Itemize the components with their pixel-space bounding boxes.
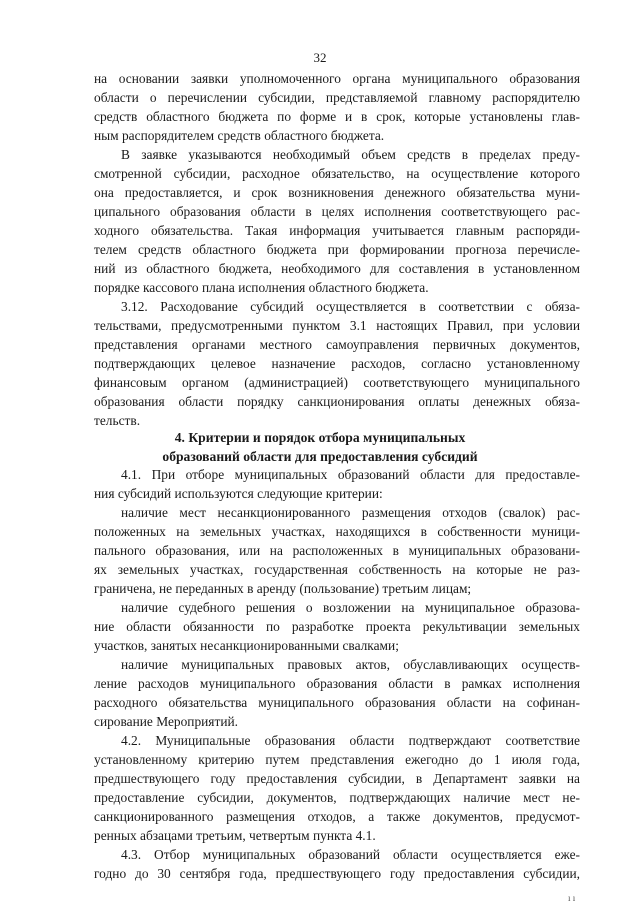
text-line: пального образования, или на расположенных в муниципальных образовани- [94, 543, 580, 558]
text-line: наличие судебного решения о возложении на муниципальное образова- [121, 600, 580, 615]
text-line: она предоставляется, и срок возникновения денежного обязательства муни- [94, 185, 580, 200]
text-line: наличие муниципальных правовых актов, обуславливающих осуществ- [121, 657, 580, 672]
text-line: подтверждающих целевое назначение расходов, согласно установленному [94, 356, 580, 371]
text-line: ние области обязанности по разработке проекта рекультивации земельных [94, 619, 580, 634]
text-line: В заявке указываются необходимый объем средств в пределах преду- [121, 147, 580, 162]
text-line: ципального образования области в целях исполнения соответствующего рас- [94, 204, 580, 219]
text-line: средств областного бюджета по форме и в срок, которые установлены глав- [94, 109, 580, 124]
text-line: 3.12. Расходование субсидий осуществляется в соответствии с обяза- [121, 299, 580, 314]
text-line: 4.3. Отбор муниципальных образований области осуществляется еже- [121, 847, 580, 862]
text-line: сирование Мероприятий. [94, 714, 238, 729]
text-line: смотренной субсидии, расходное обязательство, на осуществление которого [94, 166, 580, 181]
text-line: представления органами местного самоуправления первичных документов, [94, 337, 580, 352]
text-line: 4.1. При отборе муниципальных образований области для предоставле- [121, 467, 580, 482]
scan-mark: ı ı [568, 893, 576, 903]
text-line: образования области порядку санкционирования оплаты денежных обяза- [94, 394, 580, 409]
text-line: тельствами, предусмотренными пунктом 3.1 настоящих Правил, при условии [94, 318, 580, 333]
text-line: годно до 30 сентября года, предшествующего году предоставления субсидии, [94, 866, 580, 881]
text-line: области о перечислении субсидии, представляемой главному распорядителю [94, 90, 580, 105]
text-line: 4.2. Муниципальные образования области подтверждают соответствие [121, 733, 580, 748]
text-line: участков, занятых несанкционированными свалками; [94, 638, 399, 653]
text-line: положенных на земельных участках, находящихся в собственности муници- [94, 524, 580, 539]
section-heading-line-2: образований области для предоставления субсидий [162, 449, 478, 464]
text-line: ление расходов муниципального образования области в рамках исполнения [94, 676, 580, 691]
text-line: предшествующего году предоставления субсидии, в Департамент заявки на [94, 771, 580, 786]
text-line: ния субсидий используются следующие критерии: [94, 486, 383, 501]
text-line: ходного обязательства. Такая информация учитывается главным распоряди- [94, 223, 580, 238]
text-line: наличие мест несанкционированного размещения отходов (свалок) рас- [121, 505, 580, 520]
text-line: тельств. [94, 413, 141, 428]
text-line: расходного обязательства муниципального образования области на софинан- [94, 695, 580, 710]
text-line: ренных абзацами третьим, четвертым пункта 4.1. [94, 828, 376, 843]
text-line: предоставление субсидии, документов, подтверждающих наличие мест не- [94, 790, 580, 805]
text-line: ях земельных участках, государственная собственность на которые не раз- [94, 562, 580, 577]
text-line: порядке кассового плана исполнения областного бюджета. [94, 280, 429, 295]
text-line: граничена, не переданных в аренду (пользование) третьим лицам; [94, 581, 472, 596]
text-line: телем средств областного бюджета при формировании прогноза перечисле- [94, 242, 580, 257]
text-line: установленному критерию путем представления ежегодно до 1 июля года, [94, 752, 580, 767]
text-line: ний из областного бюджета, необходимого для составления в установленном [94, 261, 580, 276]
text-line: санкционированного размещения отходов, а также документов, предусмот- [94, 809, 580, 824]
text-line: финансовым органом (администрацией) соответствующего муниципального [94, 375, 580, 390]
text-line: ным распорядителем средств областного бюджета. [94, 128, 385, 143]
section-heading-line-1: 4. Критерии и порядок отбора муниципальных [174, 430, 466, 445]
text-line: на основании заявки уполномоченного органа муниципального образования [94, 71, 580, 86]
page-number: 32 [313, 50, 327, 65]
